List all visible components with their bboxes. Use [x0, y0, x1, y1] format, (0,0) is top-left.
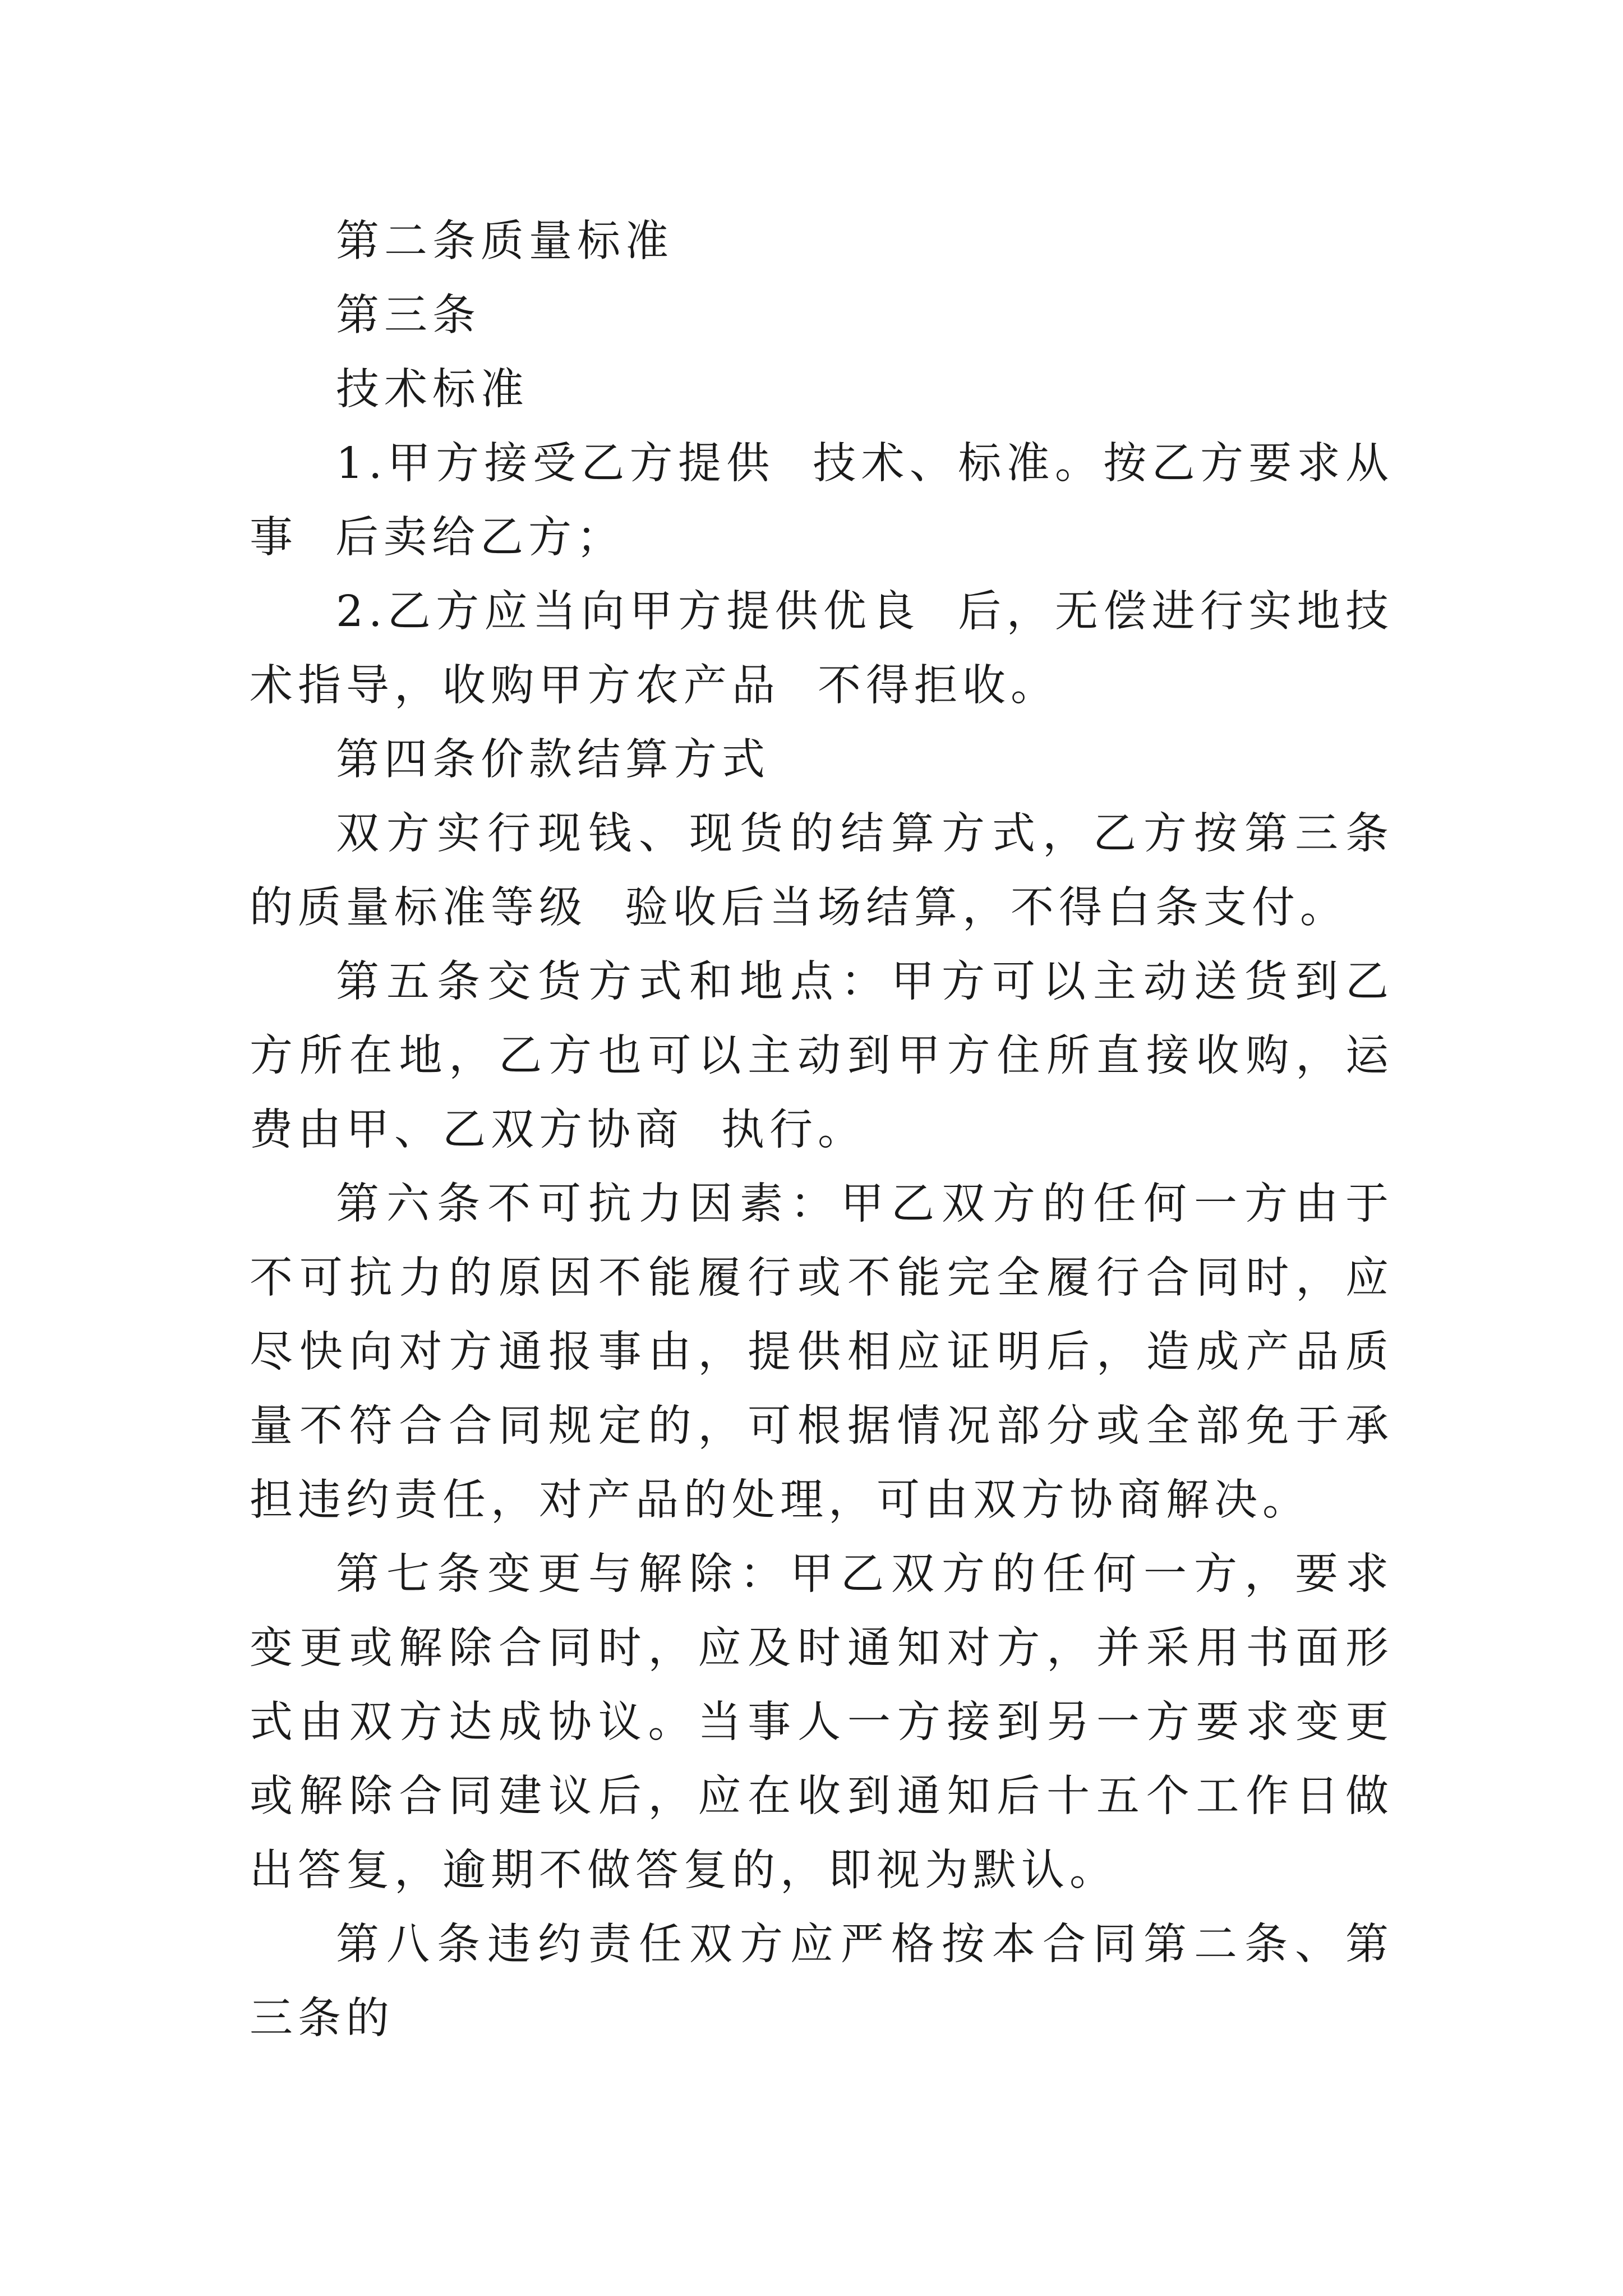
document-body [250, 205, 1394, 2056]
technical-standard-heading: 技术标准 [336, 365, 529, 415]
clause-1-paragraph: 1.甲方接受乙方提供 技术、标准。按乙方要求从事 后卖给乙方； [250, 439, 1394, 563]
settlement-paragraph: 双方实行现钱、现货的结算方式，乙方按第三条的质量标准等级 验收后当场结算，不得白条支付。 [250, 809, 1394, 933]
article-5-paragraph: 第五条交货方式和地点：甲方可以主动送货到乙方所在地，乙方也可以主动到甲方住所直接收购，运费由甲、乙双方协商 执行。 [250, 957, 1394, 1155]
article-3-heading: 第三条 [336, 291, 481, 341]
article-7-paragraph: 第七条变更与解除：甲乙双方的任何一方，要求变更或解除合同时，应及时通知对方，并采用书面形式由双方达成协议。当事人一方接到另一方要求变更或解除合同建议后，应在收到通知后十五个工作日做出答复，逾期不做答复的，即视为默认。 [250, 1549, 1394, 1895]
article-2-heading: 第二条质量标准 [336, 217, 674, 266]
article-6-paragraph: 第六条不可抗力因素：甲乙双方的任何一方由于不可抗力的原因不能履行或不能完全履行合同时，应尽快向对方通报事由，提供相应证明后，造成产品质量不符合合同规定的，可根据情况部分或全部免于承担违约责任，对产品的处理，可由双方协商解决。 [250, 1179, 1394, 1525]
clause-2-paragraph: 2.乙方应当向甲方提供优良 后，无偿进行实地技术指导，收购甲方农产品 不得拒收。 [250, 587, 1394, 711]
article-4-heading: 第四条价款结算方式 [336, 735, 770, 785]
article-8-paragraph: 第八条违约责任双方应严格按本合同第二条、第三条的 [250, 1920, 1394, 2044]
